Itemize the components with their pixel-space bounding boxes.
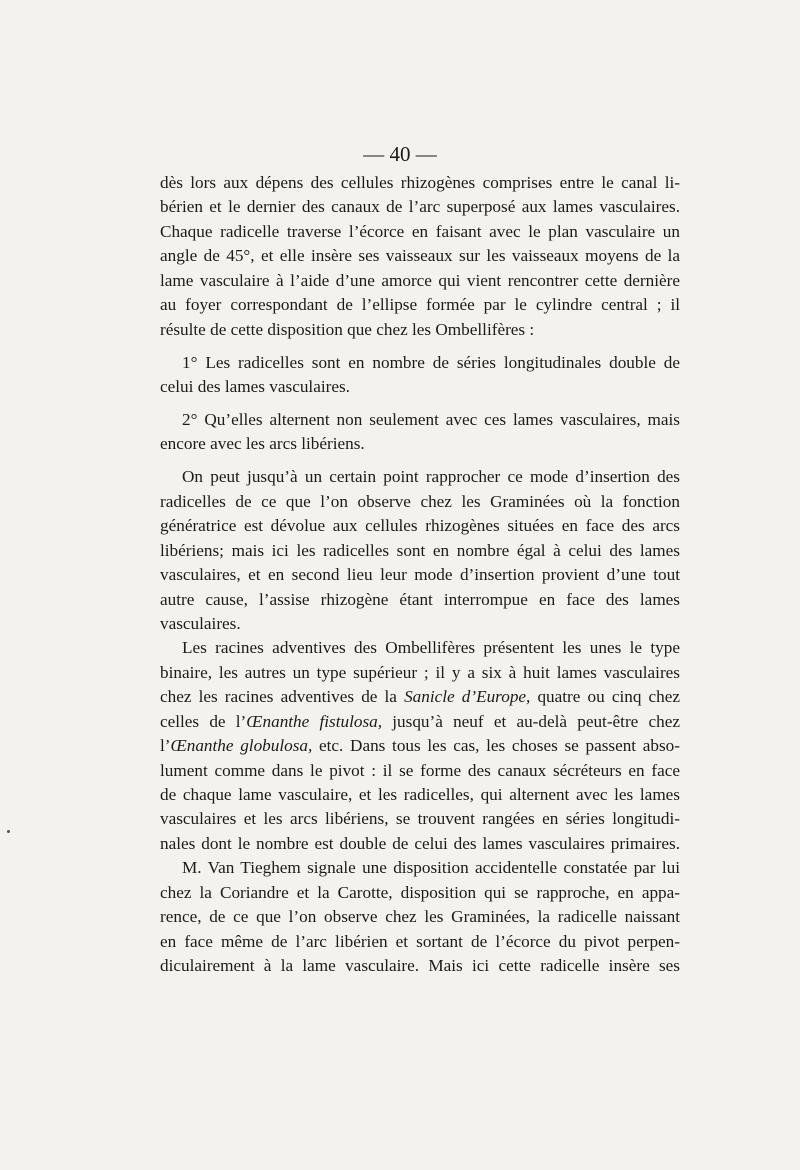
text-line: Chaque radicelle traverse l’écorce en faisant avec le plan vasculaire un (160, 221, 680, 241)
text-line: bérien et le dernier des canaux de l’arc superposé aux lames vasculaires. (160, 197, 680, 217)
paragraph (160, 351, 680, 400)
text-line: celles de l’Œnanthe fistulosa, jusqu’à neuf et au-delà peut-être chez (160, 711, 680, 731)
text-line: dès lors aux dépens des cellules rhizogènes comprises entre le canal li- (160, 173, 680, 192)
text-line: On peut jusqu’à un certain point rapprocher ce mode d’insertion des (182, 467, 680, 487)
text-line: génératrice est dévolue aux cellules rhizogènes situées en face des arcs (160, 516, 680, 536)
text-line: binaire, les autres un type supérieur ; il y a six à huit lames vasculaires (160, 662, 680, 682)
text-line: vasculaires, et en second lieu leur mode d’insertion provient d’une tout (160, 565, 680, 585)
paragraph (160, 465, 680, 636)
margin-speck (7, 830, 10, 833)
paragraph (160, 408, 680, 457)
text-line: lame vasculaire à l’aide d’une amorce qui vient rencontrer cette dernière (160, 270, 680, 290)
text-line: nales dont le nombre est double de celui des lames vasculaires primaires. (160, 833, 680, 853)
text-line: autre cause, l’assise rhizogène étant interrompue en face des lames (160, 589, 680, 609)
text-line: M. Van Tieghem signale une disposition accidentelle constatée par lui (182, 858, 680, 878)
text-line: l’Œnanthe globulosa, etc. Dans tous les cas, les choses se passent abso- (160, 736, 680, 756)
text-line: vasculaires et les arcs libériens, se trouvent rangées en séries longitudi- (160, 809, 680, 829)
text-line: chez les racines adventives de la Sanicle d’Europe, quatre ou cinq chez (160, 687, 681, 707)
text-line: radicelles de ce que l’on observe chez les Graminées où la fonction (160, 491, 680, 511)
text-line: libériens; mais ici les radicelles sont en nombre égal à celui des lames (160, 540, 680, 560)
species-name: Œnanthe fistulosa, (246, 711, 383, 731)
text-line: encore avec les arcs libériens. (160, 434, 365, 454)
text-line: résulte de cette disposition que chez les Ombellifères : (160, 319, 535, 339)
text-line: 1° Les radicelles sont en nombre de séries longitudinales double de (182, 352, 680, 372)
text-line: en face même de l’arc libérien et sortant de l’écorce du pivot perpen- (160, 931, 680, 951)
paragraph (160, 636, 680, 856)
text-line: diculairement à la lame vasculaire. Mais ici cette radicelle insère ses (160, 956, 680, 976)
text-line: lument comme dans le pivot : il se forme des canaux sécréteurs en face (160, 760, 680, 780)
text-line: au foyer correspondant de l’ellipse formée par le cylindre central ; il (160, 295, 680, 315)
paragraph (160, 856, 680, 978)
paragraph (160, 171, 680, 342)
text-line: Les racines adventives des Ombellifères présentent les unes le type (182, 638, 680, 658)
text-line: celui des lames vasculaires. (160, 377, 350, 396)
text-line: de chaque lame vasculaire, et les radicelles, qui alternent avec les lames (160, 785, 680, 804)
species-name: Sanicle d’Europe, (404, 687, 531, 707)
text-line: angle de 45°, et elle insère ses vaisseaux sur les vaisseaux moyens de la (160, 246, 680, 266)
body-text (160, 171, 680, 979)
text-line: 2° Qu’elles alternent non seulement avec ces lames vasculaires, mais (182, 409, 680, 429)
text-line: chez la Coriandre et la Carotte, disposition qui se rapproche, en appa- (160, 882, 680, 902)
text-line: rence, de ce que l’on observe chez les Graminées, la radicelle naissant (160, 907, 680, 927)
text-line: vasculaires. (160, 613, 241, 633)
page-number: — 40 — (363, 142, 437, 166)
species-name: Œnanthe globulosa, (170, 736, 313, 756)
